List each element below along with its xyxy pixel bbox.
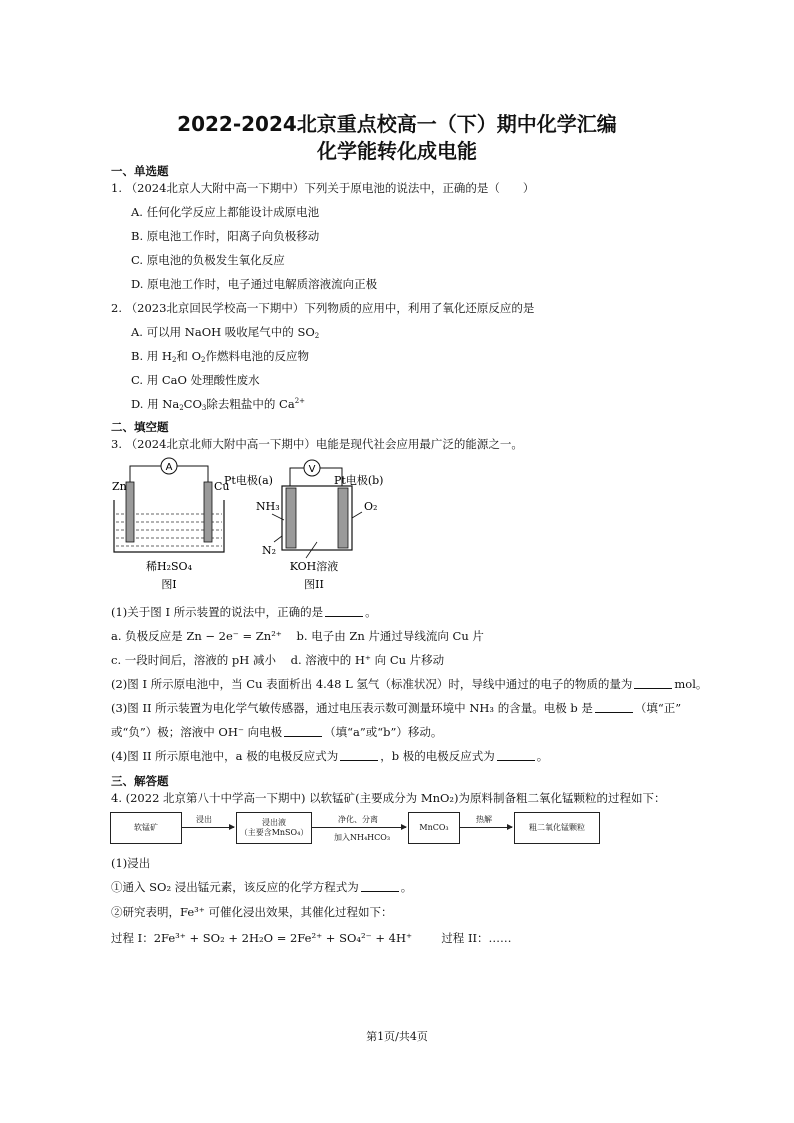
page-title: 2022-2024北京重点校高一（下）期中化学汇编 [177, 112, 617, 136]
figure-1-galvanic-cell [108, 456, 236, 596]
question-3-part-3: (3)图 II 所示装置为电化学气敏传感器，通过电压表示数可测量环境中 NH₃ 的含量。电极 b 是 （填“正” [111, 701, 682, 715]
question-2-option-c: C. 用 CaO 处理酸性废水 [131, 373, 260, 387]
flow-arrow-purify [312, 827, 406, 828]
question-4-part-1-sub-2: ②研究表明，Fe³⁺ 可催化浸出效果，其催化过程如下： [111, 905, 393, 919]
question-2-stem: 2. （2023北京回民学校高一下期中）下列物质的应用中，利用了氧化还原反应的是 [111, 301, 535, 315]
koh-solution-label: KOH溶液 [289, 560, 339, 573]
answer-blank [284, 726, 322, 737]
question-4-process-line: 过程 I：2Fe³⁺ + SO₂ + 2H₂O = 2Fe²⁺ + SO₄²⁻ + 4H⁺ 过程 II：…… [111, 931, 512, 945]
question-3-part-1-options-cd: c. 一段时间后，溶液的 pH 减小 d. 溶液中的 H⁺ 向 Cu 片移动 [111, 653, 445, 667]
question-4-part-1: (1)浸出 [111, 856, 151, 870]
question-1-option-a: A. 任何化学反应上都能设计成原电池 [131, 205, 320, 219]
question-4-part-1-sub-1: ①通入 SO₂ 浸出锰元素，该反应的化学方程式为 。 [111, 880, 413, 894]
answer-blank [340, 750, 378, 761]
flow-label-add-reagent: 加入NH₄HCO₃ [334, 833, 391, 842]
figure-2-gas-sensor [222, 456, 398, 596]
flow-box-mnco3: MnCO₃ [408, 812, 460, 844]
flow-arrow-leaching [182, 827, 234, 828]
question-2-option-a: A. 可以用 NaOH 吸收尾气中的 $SO_2$ [131, 325, 320, 340]
question-4-stem: 4. (2022 北京第八十中学高一下期中) 以软锰矿(主要成分为 MnO₂)为原料制备粗二氧化锰颗粒的过程如下： [111, 791, 666, 805]
process-flow-diagram [110, 812, 600, 844]
question-2-option-b: B. 用 $H_2$和 $O_2$作燃料电池的反应物 [131, 349, 309, 364]
question-3-part-1: (1)关于图 I 所示装置的说法中，正确的是 。 [111, 605, 377, 619]
flow-box-product: 粗二氧化锰颗粒 [514, 812, 600, 844]
flow-arrow-pyrolysis [460, 827, 512, 828]
answer-blank [634, 678, 672, 689]
zinc-electrode [126, 482, 134, 542]
question-3-part-4: (4)图 II 所示原电池中，a 极的电极反应式为 ，b 极的电极反应式为 。 [111, 749, 549, 763]
section-heading-fill-blank: 二、填空题 [111, 420, 169, 434]
question-3-stem: 3. （2024北京北师大附中高一下期中）电能是现代社会应用最广泛的能源之一。 [111, 437, 523, 451]
ammeter-label: A [165, 462, 173, 473]
answer-blank [325, 606, 363, 617]
answer-blank [595, 702, 633, 713]
electrode-a-label: Pt电极(a) [224, 474, 273, 487]
flow-label-leaching: 浸出 [196, 815, 212, 824]
question-3-part-3-continued: 或“负”）极；溶液中 OH⁻ 向电极 （填“a”或“b”）移动。 [111, 725, 443, 739]
flow-box-raw-ore: 软锰矿 [110, 812, 182, 844]
flow-label-pyrolysis: 热解 [476, 815, 492, 824]
section-heading-answer: 三、解答题 [111, 774, 169, 788]
flow-label-purify: 净化、分离 [338, 815, 378, 824]
question-2-option-d: D. 用 $Na_2CO_3$除去粗盐中的 $Ca^{2+}$ [131, 397, 306, 412]
oxygen-label: O₂ [364, 500, 378, 513]
electrode-b-label: Pt电极(b) [334, 474, 384, 487]
voltmeter-label: V [308, 464, 316, 475]
section-heading-single-choice: 一、单选题 [111, 164, 169, 178]
page-subtitle: 化学能转化成电能 [317, 139, 477, 163]
question-1-option-c: C. 原电池的负极发生氧化反应 [131, 253, 285, 267]
page-footer: 第1页/共4页 [366, 1030, 428, 1043]
answer-blank [497, 750, 535, 761]
question-1-option-d: D. 原电池工作时，电子通过电解质溶液流向正极 [131, 277, 378, 291]
question-3-part-2: (2)图 I 所示原电池中，当 Cu 表面析出 4.48 L 氢气（标准状况）时，导线中通过的电子的物质的量为 mol。 [111, 677, 708, 691]
solution-label: 稀H₂SO₄ [146, 560, 192, 573]
question-3-part-1-options-ab: a. 负极反应是 Zn − 2e⁻ = Zn²⁺ b. 电子由 Zn 片通过导线流向 Cu 片 [111, 629, 484, 643]
electrode-b [338, 488, 348, 548]
question-1-stem: 1. （2024北京人大附中高一下期中）下列关于原电池的说法中，正确的是（ ） [111, 181, 535, 195]
electrode-a [286, 488, 296, 548]
nitrogen-label: N₂ [262, 544, 277, 557]
figure-1-caption: 图I [161, 578, 177, 591]
flow-box-leachate: 浸出液 （主要含MnSO₄） [236, 812, 312, 844]
question-1-option-b: B. 原电池工作时，阳离子向负极移动 [131, 229, 320, 243]
figure-2-caption: 图II [304, 578, 324, 591]
answer-blank [361, 881, 399, 892]
copper-electrode [204, 482, 212, 542]
zinc-label: Zn [112, 480, 127, 493]
copper-label: Cu [214, 480, 230, 493]
ammonia-label: NH₃ [256, 500, 280, 513]
